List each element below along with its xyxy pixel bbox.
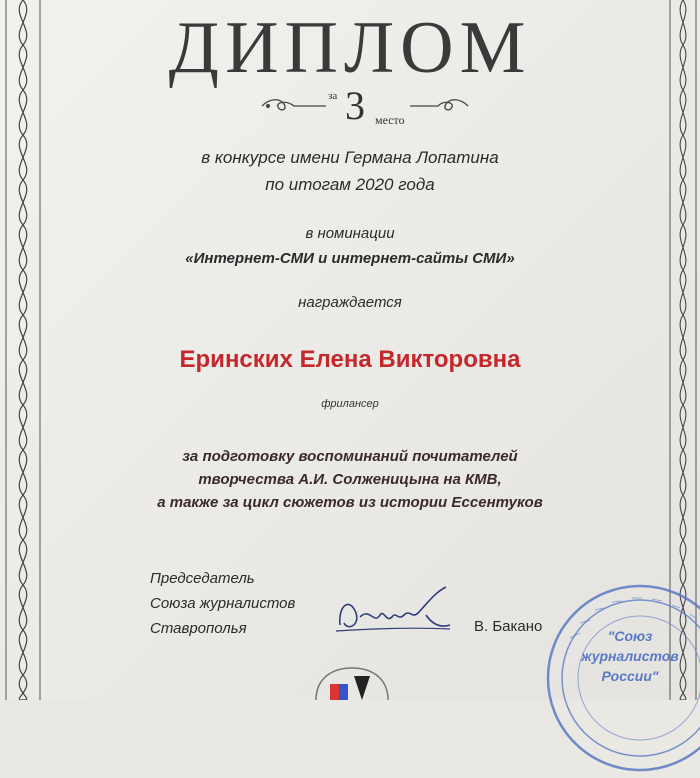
handwritten-signature [330, 585, 470, 645]
flourish-right-icon [410, 96, 470, 116]
signatory-title-2: Союза журналистов [150, 595, 296, 612]
stamp-line-1: "Союз [607, 628, 653, 644]
nomination-name: «Интернет-СМИ и интернет-сайты СМИ» [185, 250, 515, 267]
awarded-label: награждается [298, 294, 402, 311]
diploma-title: ДИПЛОМ [168, 7, 532, 89]
recipient-role: фрилансер [321, 398, 379, 410]
place-prefix: за [328, 90, 338, 102]
reason-line-3: а также за цикл сюжетов из истории Ессентуков [157, 494, 543, 511]
flourish-left-icon [260, 96, 328, 116]
place-word: место [375, 113, 405, 127]
stamp-line-2: журналистов [581, 648, 679, 664]
recipient-name: Еринских Елена Викторовна [179, 346, 521, 373]
reason-line-2: творчества А.И. Солженицына на КМВ, [198, 471, 502, 488]
contest-line-2: по итогам 2020 года [265, 175, 435, 194]
signatory-title-3: Ставрополья [150, 620, 247, 637]
signatory-name: В. Бакано [474, 618, 543, 635]
stamp-line-3: России" [601, 668, 659, 684]
place-number: 3 [345, 83, 365, 128]
union-logo-icon [312, 662, 392, 700]
signatory-title-1: Председатель [150, 570, 255, 587]
reason-line-1: за подготовку воспоминаний почитателей [182, 448, 518, 465]
nomination-intro: в номинации [305, 225, 395, 242]
place-block [260, 83, 460, 138]
contest-line-1: в конкурсе имени Германа Лопатина [201, 148, 499, 167]
